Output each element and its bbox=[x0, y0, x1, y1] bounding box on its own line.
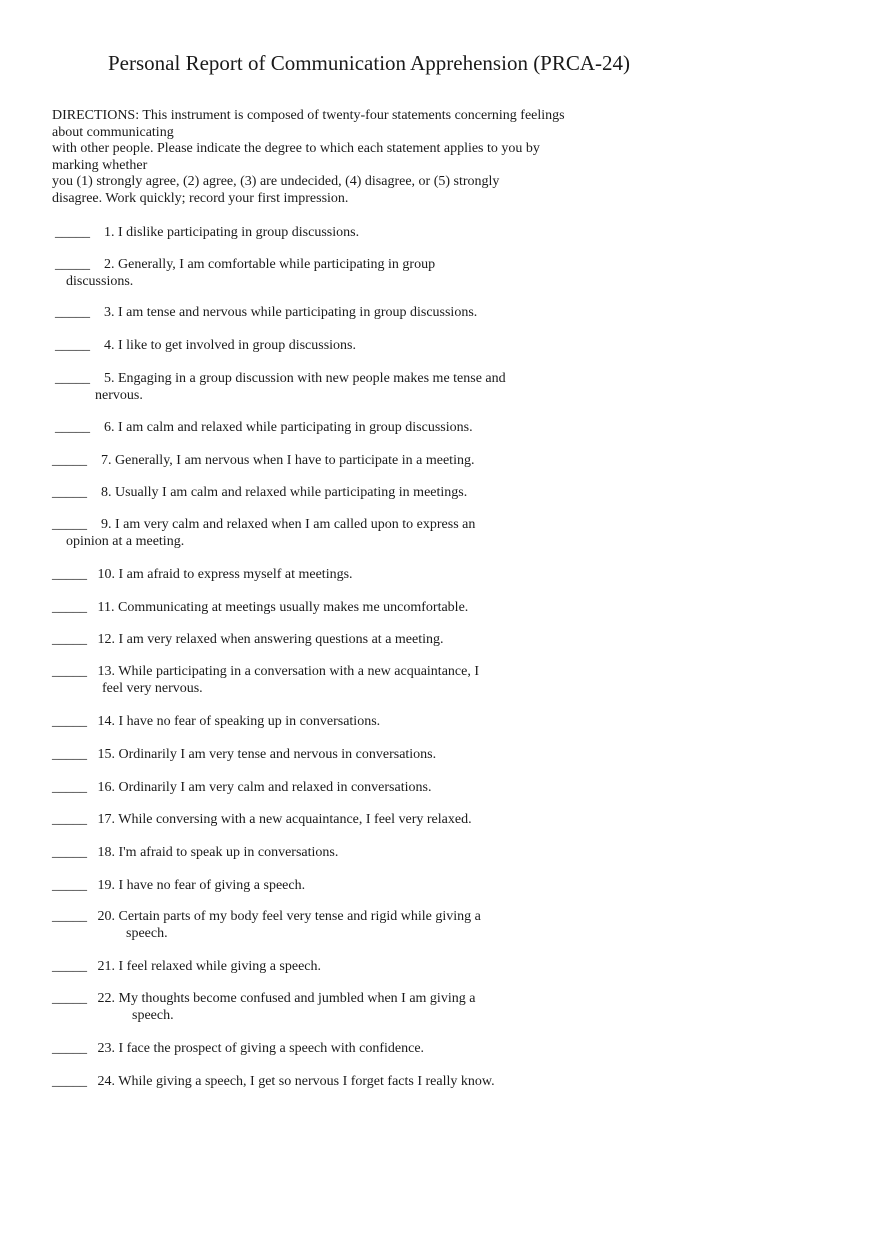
directions-line: you (1) strongly agree, (2) agree, (3) are undecided, (4) disagree, or (5) strongly bbox=[52, 174, 500, 189]
statement-item bbox=[52, 1073, 495, 1090]
statement-text: _____ 2. Generally, I am comfortable while participating in group bbox=[55, 257, 436, 272]
statement-text: _____ 10. I am afraid to express myself at meetings. bbox=[52, 567, 353, 582]
statement-text: _____ 18. I'm afraid to speak up in conversations. bbox=[52, 845, 339, 860]
statement-item bbox=[55, 419, 473, 436]
statement-item bbox=[52, 516, 475, 550]
statement-text-continuation: discussions. bbox=[66, 274, 134, 289]
statement-item bbox=[52, 663, 479, 697]
statement-text-continuation: opinion at a meeting. bbox=[66, 534, 185, 549]
statement-text: _____ 7. Generally, I am nervous when I have to participate in a meeting. bbox=[52, 453, 475, 468]
statement-text: _____ 9. I am very calm and relaxed when I am called upon to express an bbox=[52, 517, 476, 532]
statement-item bbox=[55, 337, 356, 354]
directions-line: with other people. Please indicate the degree to which each statement applies to you by bbox=[52, 141, 540, 156]
statement-item bbox=[52, 877, 305, 894]
statement-text: _____ 16. Ordinarily I am very calm and relaxed in conversations. bbox=[52, 780, 432, 795]
statement-text: _____ 14. I have no fear of speaking up in conversations. bbox=[52, 714, 381, 729]
statement-item bbox=[55, 304, 477, 321]
statement-item bbox=[55, 370, 506, 404]
statement-text: _____ 1. I dislike participating in group discussions. bbox=[55, 225, 360, 240]
statement-text-continuation: speech. bbox=[126, 926, 168, 941]
directions-paragraph bbox=[52, 108, 565, 207]
statement-item bbox=[52, 811, 472, 828]
statement-text: _____ 24. While giving a speech, I get so nervous I forget facts I really know. bbox=[52, 1074, 495, 1089]
statement-text-continuation: feel very nervous. bbox=[102, 681, 203, 696]
statement-text: _____ 19. I have no fear of giving a speech. bbox=[52, 878, 306, 893]
statement-item bbox=[52, 990, 475, 1024]
statement-item bbox=[52, 908, 481, 942]
statement-item bbox=[52, 599, 468, 616]
directions-line: marking whether bbox=[52, 157, 148, 173]
statement-text: _____ 13. While participating in a conversation with a new acquaintance, I bbox=[52, 664, 479, 679]
statement-text: _____ 4. I like to get involved in group discussions. bbox=[55, 338, 356, 353]
statement-item bbox=[52, 958, 321, 975]
document-title: Personal Report of Communication Apprehension (PRCA-24) bbox=[108, 51, 631, 75]
directions-line: DIRECTIONS: This instrument is composed of twenty-four statements concerning feelings bbox=[52, 108, 565, 123]
statement-text: _____ 12. I am very relaxed when answering questions at a meeting. bbox=[52, 632, 444, 647]
statement-text: _____ 21. I feel relaxed while giving a speech. bbox=[52, 959, 322, 974]
statement-item bbox=[52, 713, 380, 730]
statement-text: _____ 11. Communicating at meetings usually makes me uncomfortable. bbox=[52, 600, 469, 615]
statement-text: _____ 8. Usually I am calm and relaxed while participating in meetings. bbox=[52, 485, 468, 500]
statement-text-continuation: nervous. bbox=[95, 388, 143, 403]
statement-item bbox=[52, 1040, 424, 1057]
statement-text: _____ 15. Ordinarily I am very tense and nervous in conversations. bbox=[52, 747, 437, 762]
statement-text: _____ 23. I face the prospect of giving a speech with confidence. bbox=[52, 1041, 425, 1056]
statement-item bbox=[52, 746, 436, 763]
statement-item bbox=[52, 452, 474, 469]
statement-item bbox=[52, 779, 431, 796]
statement-text-continuation: speech. bbox=[132, 1008, 174, 1023]
statement-item bbox=[55, 224, 359, 241]
statement-item bbox=[52, 484, 467, 501]
statement-text: _____ 6. I am calm and relaxed while participating in group discussions. bbox=[55, 420, 473, 435]
directions-line: disagree. Work quickly; record your first impression. bbox=[52, 190, 349, 206]
statement-item bbox=[52, 631, 444, 648]
statement-text: _____ 17. While conversing with a new acquaintance, I feel very relaxed. bbox=[52, 812, 472, 827]
statement-text: _____ 5. Engaging in a group discussion with new people makes me tense and bbox=[55, 371, 506, 386]
statement-text: _____ 20. Certain parts of my body feel very tense and rigid while giving a bbox=[52, 909, 481, 924]
statement-item bbox=[55, 256, 435, 290]
statement-text: _____ 3. I am tense and nervous while participating in group discussions. bbox=[55, 305, 478, 320]
statement-item bbox=[52, 566, 353, 583]
statement-item bbox=[52, 844, 338, 861]
statement-text: _____ 22. My thoughts become confused and jumbled when I am giving a bbox=[52, 991, 476, 1006]
directions-line: about communicating bbox=[52, 124, 174, 140]
